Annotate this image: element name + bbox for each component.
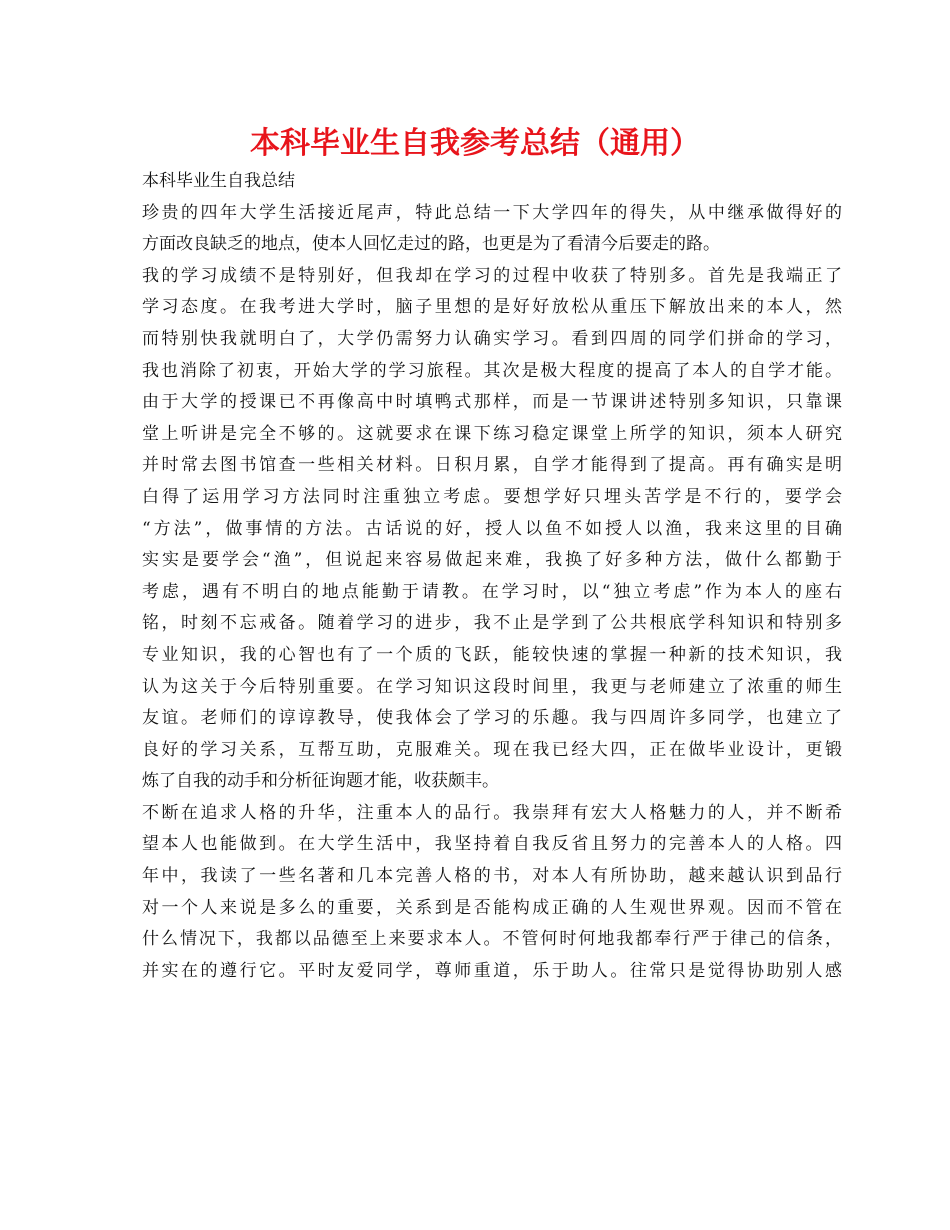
paragraph-line: 对一个人来说是多么的重要，关系到是否能构成正确的人生观世界观。因而不管在 (142, 897, 842, 918)
paragraph-line: 望本人也能做到。在大学生活中，我坚持着自我反省且努力的完善本人的人格。四 (142, 834, 842, 855)
paragraph-line: 学习态度。在我考进大学时，脑子里想的是好好放松从重压下解放出来的本人，然 (142, 297, 842, 318)
paragraph-line: 铭，时刻不忘戒备。随着学习的进步，我不止是学到了公共根底学科知识和特别多 (142, 613, 842, 634)
paragraph-line: 良好的学习关系，互帮互助，克服难关。现在我已经大四，正在做毕业设计，更锻 (142, 739, 842, 760)
paragraph-line: 专业知识，我的心智也有了一个质的飞跃，能较快速的掌握一种新的技术知识，我 (142, 644, 842, 665)
paragraph-line: 而特别快我就明白了，大学仍需努力认确实学习。看到四周的同学们拼命的学习， (142, 328, 842, 349)
paragraph-line: 年中，我读了一些名著和几本完善人格的书，对本人有所协助，越来越认识到品行 (142, 866, 842, 887)
paragraph-line: 考虑，遇有不明白的地点能勤于请教。在学习时，以“独立考虑”作为本人的座右 (142, 581, 842, 602)
paragraph-line: 珍贵的四年大学生活接近尾声，特此总结一下大学四年的得失，从中继承做得好的 (142, 202, 842, 223)
paragraph-line: 不断在追求人格的升华，注重本人的品行。我崇拜有宏大人格魅力的人，并不断希 (142, 802, 842, 823)
paragraph-line: 什么情况下，我都以品德至上来要求本人。不管何时何地我都奉行严于律己的信条， (142, 929, 842, 950)
paragraph-line: 友谊。老师们的谆谆教导，使我体会了学习的乐趣。我与四周许多同学，也建立了 (142, 708, 842, 729)
document-title: 本科毕业生自我参考总结（通用） (250, 126, 700, 161)
paragraph-line: 白得了运用学习方法同时注重独立考虑。要想学好只埋头苦学是不行的，要学会 (142, 486, 842, 507)
paragraph-line: 我也消除了初衷，开始大学的学习旅程。其次是极大程度的提高了本人的自学才能。 (142, 360, 842, 381)
paragraph-line: 由于大学的授课已不再像高中时填鸭式那样，而是一节课讲述特别多知识，只靠课 (142, 392, 842, 413)
paragraph-line: “方法”，做事情的方法。古话说的好，授人以鱼不如授人以渔，我来这里的目确 (142, 518, 842, 539)
paragraph-line: 并时常去图书馆查一些相关材料。日积月累，自学才能得到了提高。再有确实是明 (142, 455, 842, 476)
paragraph-line: 我的学习成绩不是特别好，但我却在学习的过程中收获了特别多。首先是我端正了 (142, 265, 842, 286)
subtitle-line: 本科毕业生自我总结 (142, 171, 295, 191)
paragraph-line: 方面改良缺乏的地点，使本人回忆走过的路，也更是为了看清今后要走的路。 (142, 234, 720, 255)
paragraph-line: 实实是要学会“渔”，但说起来容易做起来难，我换了好多种方法，做什么都勤于 (142, 550, 842, 571)
paragraph-line: 并实在的遵行它。平时友爱同学，尊师重道，乐于助人。往常只是觉得协助别人感 (142, 960, 842, 981)
paragraph-line: 认为这关于今后特别重要。在学习知识这段时间里，我更与老师建立了浓重的师生 (142, 676, 842, 697)
document-body (142, 166, 842, 987)
paragraph-line: 堂上听讲是完全不够的。这就要求在课下练习稳定课堂上所学的知识，须本人研究 (142, 423, 842, 444)
paragraph-line: 炼了自我的动手和分析征询题才能，收获颇丰。 (142, 771, 499, 792)
